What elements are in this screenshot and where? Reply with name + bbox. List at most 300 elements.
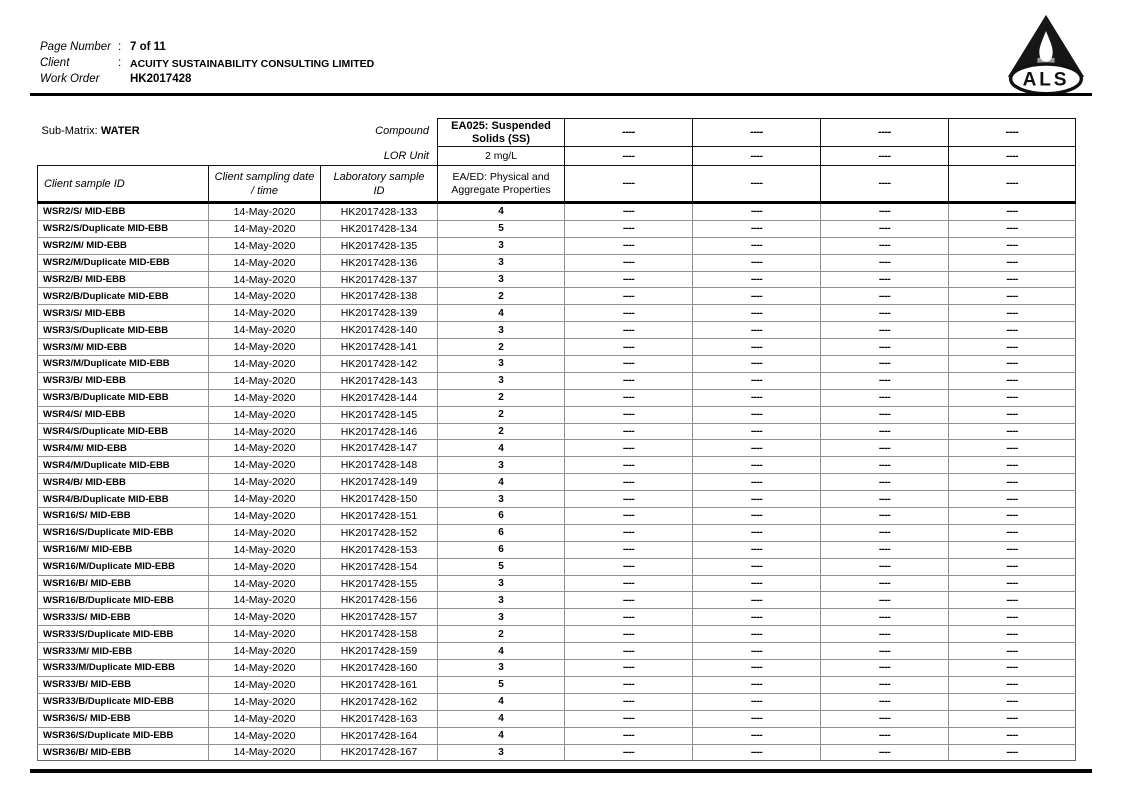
sampling-date: 14-May-2020 bbox=[209, 524, 321, 541]
result-value-3: ---- bbox=[693, 389, 821, 406]
result-value-4: ---- bbox=[821, 288, 949, 305]
table-row bbox=[38, 305, 1076, 322]
laboratory-sample-id: HK2017428-149 bbox=[321, 474, 438, 491]
client-sample-id: WSR33/B/ MID-EBB bbox=[38, 676, 209, 693]
col-header-lab-sample-id-line1: Laboratory sample bbox=[333, 170, 425, 183]
client-sample-id: WSR2/S/ MID-EBB bbox=[38, 203, 209, 221]
table-row bbox=[38, 643, 1076, 660]
laboratory-sample-id: HK2017428-144 bbox=[321, 389, 438, 406]
result-value-2: ---- bbox=[565, 254, 693, 271]
client-sample-id: WSR16/M/Duplicate MID-EBB bbox=[38, 558, 209, 575]
laboratory-sample-id: HK2017428-137 bbox=[321, 271, 438, 288]
client-sample-id: WSR4/S/Duplicate MID-EBB bbox=[38, 423, 209, 440]
result-value-3: ---- bbox=[693, 339, 821, 356]
client-sample-id: WSR33/M/Duplicate MID-EBB bbox=[38, 660, 209, 677]
table-row bbox=[38, 693, 1076, 710]
sampling-date: 14-May-2020 bbox=[209, 203, 321, 221]
result-value-5: ---- bbox=[949, 558, 1076, 575]
result-value-3: ---- bbox=[693, 727, 821, 744]
result-value-2: ---- bbox=[565, 693, 693, 710]
col-header-sampling-date-line1: Client sampling date bbox=[214, 170, 315, 183]
result-value-5: ---- bbox=[949, 288, 1076, 305]
page-number-value: 7 of 11 bbox=[130, 41, 166, 53]
result-value-1: 4 bbox=[438, 305, 565, 322]
sub-matrix-label: Sub-Matrix: bbox=[41, 124, 98, 137]
laboratory-sample-id: HK2017428-167 bbox=[321, 744, 438, 761]
result-value-5: ---- bbox=[949, 389, 1076, 406]
sampling-date: 14-May-2020 bbox=[209, 220, 321, 237]
result-value-4: ---- bbox=[821, 524, 949, 541]
result-value-2: ---- bbox=[565, 237, 693, 254]
result-value-4: ---- bbox=[821, 575, 949, 592]
laboratory-sample-id: HK2017428-154 bbox=[321, 558, 438, 575]
client-sample-id: WSR36/S/Duplicate MID-EBB bbox=[38, 727, 209, 744]
result-value-1: 4 bbox=[438, 440, 565, 457]
header-rule bbox=[30, 93, 1092, 96]
client-sample-id: WSR3/M/Duplicate MID-EBB bbox=[38, 356, 209, 373]
result-value-1: 3 bbox=[438, 254, 565, 271]
sampling-date: 14-May-2020 bbox=[209, 271, 321, 288]
sampling-date: 14-May-2020 bbox=[209, 491, 321, 508]
client-colon: : bbox=[118, 56, 122, 69]
result-value-4: ---- bbox=[821, 406, 949, 423]
als-logo-graphic bbox=[998, 12, 1094, 96]
result-value-3: ---- bbox=[693, 592, 821, 609]
result-value-2: ---- bbox=[565, 727, 693, 744]
result-value-2: ---- bbox=[565, 322, 693, 339]
result-value-4: ---- bbox=[821, 626, 949, 643]
result-value-2: ---- bbox=[565, 271, 693, 288]
result-value-1: 3 bbox=[438, 744, 565, 761]
result-value-1: 4 bbox=[438, 203, 565, 221]
result-value-5: ---- bbox=[949, 457, 1076, 474]
client-sample-id: WSR33/S/ MID-EBB bbox=[38, 609, 209, 626]
result-value-1: 3 bbox=[438, 457, 565, 474]
result-value-1: 2 bbox=[438, 423, 565, 440]
result-value-3: ---- bbox=[693, 406, 821, 423]
result-value-4: ---- bbox=[821, 592, 949, 609]
result-value-5: ---- bbox=[949, 660, 1076, 677]
laboratory-sample-id: HK2017428-160 bbox=[321, 660, 438, 677]
result-value-4: ---- bbox=[821, 220, 949, 237]
client-sample-id: WSR16/M/ MID-EBB bbox=[38, 541, 209, 558]
result-value-5: ---- bbox=[949, 693, 1076, 710]
sampling-date: 14-May-2020 bbox=[209, 609, 321, 626]
result-value-5: ---- bbox=[949, 440, 1076, 457]
result-value-5: ---- bbox=[949, 356, 1076, 373]
sampling-date: 14-May-2020 bbox=[209, 660, 321, 677]
result-value-2: ---- bbox=[565, 524, 693, 541]
result-value-3: ---- bbox=[693, 305, 821, 322]
result-value-3: ---- bbox=[693, 558, 821, 575]
col-header-lab-sample-id-line2: ID bbox=[373, 184, 385, 197]
result-value-5: ---- bbox=[949, 237, 1076, 254]
sampling-date: 14-May-2020 bbox=[209, 626, 321, 643]
result-value-1: 6 bbox=[438, 524, 565, 541]
laboratory-sample-id: HK2017428-142 bbox=[321, 356, 438, 373]
result-value-3: ---- bbox=[693, 372, 821, 389]
result-value-1: 3 bbox=[438, 237, 565, 254]
result-value-3: ---- bbox=[693, 744, 821, 761]
sampling-date: 14-May-2020 bbox=[209, 541, 321, 558]
result-value-4: ---- bbox=[821, 322, 949, 339]
laboratory-sample-id: HK2017428-134 bbox=[321, 220, 438, 237]
page-number-label: Page Number bbox=[40, 41, 111, 53]
laboratory-sample-id: HK2017428-157 bbox=[321, 609, 438, 626]
analyte-lor-unit-1: 2 mg/L bbox=[438, 147, 565, 166]
result-value-3: ---- bbox=[693, 322, 821, 339]
result-value-2: ---- bbox=[565, 440, 693, 457]
laboratory-sample-id: HK2017428-147 bbox=[321, 440, 438, 457]
result-value-4: ---- bbox=[821, 727, 949, 744]
analyte-method-5: ---- bbox=[949, 166, 1076, 203]
sampling-date: 14-May-2020 bbox=[209, 508, 321, 525]
work-order-value: HK2017428 bbox=[130, 72, 192, 85]
analyte-lor-unit-5: ---- bbox=[949, 147, 1076, 166]
result-value-2: ---- bbox=[565, 676, 693, 693]
result-value-5: ---- bbox=[949, 727, 1076, 744]
client-sample-id: WSR4/M/ MID-EBB bbox=[38, 440, 209, 457]
result-value-5: ---- bbox=[949, 203, 1076, 221]
client-sample-id: WSR36/B/ MID-EBB bbox=[38, 744, 209, 761]
result-value-3: ---- bbox=[693, 676, 821, 693]
table-row bbox=[38, 389, 1076, 406]
result-value-3: ---- bbox=[693, 356, 821, 373]
result-value-2: ---- bbox=[565, 744, 693, 761]
result-value-3: ---- bbox=[693, 423, 821, 440]
result-value-4: ---- bbox=[821, 710, 949, 727]
table-row bbox=[38, 558, 1076, 575]
sampling-date: 14-May-2020 bbox=[209, 693, 321, 710]
result-value-1: 2 bbox=[438, 288, 565, 305]
sub-matrix bbox=[38, 119, 321, 147]
analyte-compound-1: EA025: Suspended Solids (SS) bbox=[438, 119, 565, 147]
lor-unit-row-label: LOR Unit bbox=[38, 147, 438, 166]
client-sample-id: WSR4/M/Duplicate MID-EBB bbox=[38, 457, 209, 474]
table-row bbox=[38, 220, 1076, 237]
sampling-date: 14-May-2020 bbox=[209, 237, 321, 254]
client-sample-id: WSR2/B/ MID-EBB bbox=[38, 271, 209, 288]
work-order-colon bbox=[118, 72, 130, 88]
sampling-date: 14-May-2020 bbox=[209, 457, 321, 474]
client-row bbox=[40, 56, 374, 72]
laboratory-sample-id: HK2017428-159 bbox=[321, 643, 438, 660]
analyte-compound-2: ---- bbox=[565, 119, 693, 147]
result-value-2: ---- bbox=[565, 457, 693, 474]
result-value-1: 3 bbox=[438, 592, 565, 609]
result-value-5: ---- bbox=[949, 592, 1076, 609]
result-value-3: ---- bbox=[693, 220, 821, 237]
laboratory-sample-id: HK2017428-162 bbox=[321, 693, 438, 710]
als-logo bbox=[998, 12, 1094, 96]
table-row bbox=[38, 491, 1076, 508]
result-value-1: 3 bbox=[438, 372, 565, 389]
result-value-3: ---- bbox=[693, 693, 821, 710]
compound-row-label: Compound bbox=[321, 119, 438, 147]
client-sample-id: WSR3/S/ MID-EBB bbox=[38, 305, 209, 322]
sampling-date: 14-May-2020 bbox=[209, 558, 321, 575]
result-value-4: ---- bbox=[821, 356, 949, 373]
client-sample-id: WSR16/B/Duplicate MID-EBB bbox=[38, 592, 209, 609]
logo-text: ALS bbox=[1022, 69, 1070, 91]
sampling-date: 14-May-2020 bbox=[209, 288, 321, 305]
result-value-1: 3 bbox=[438, 491, 565, 508]
result-value-5: ---- bbox=[949, 744, 1076, 761]
client-value: ACUITY SUSTAINABILITY CONSULTING LIMITED bbox=[130, 57, 375, 70]
sampling-date: 14-May-2020 bbox=[209, 339, 321, 356]
col-header-sampling-date-line2: / time bbox=[251, 184, 278, 197]
laboratory-sample-id: HK2017428-152 bbox=[321, 524, 438, 541]
result-value-3: ---- bbox=[693, 660, 821, 677]
result-value-4: ---- bbox=[821, 744, 949, 761]
result-value-5: ---- bbox=[949, 322, 1076, 339]
result-value-5: ---- bbox=[949, 372, 1076, 389]
sampling-date: 14-May-2020 bbox=[209, 406, 321, 423]
analyte-lor-unit-4: ---- bbox=[821, 147, 949, 166]
laboratory-sample-id: HK2017428-150 bbox=[321, 491, 438, 508]
result-value-2: ---- bbox=[565, 575, 693, 592]
table-row bbox=[38, 322, 1076, 339]
result-value-5: ---- bbox=[949, 710, 1076, 727]
sampling-date: 14-May-2020 bbox=[209, 710, 321, 727]
result-value-5: ---- bbox=[949, 406, 1076, 423]
result-value-3: ---- bbox=[693, 457, 821, 474]
page-number-colon: : bbox=[118, 41, 122, 53]
table-row bbox=[38, 474, 1076, 491]
laboratory-sample-id: HK2017428-155 bbox=[321, 575, 438, 592]
result-value-2: ---- bbox=[565, 474, 693, 491]
result-value-3: ---- bbox=[693, 575, 821, 592]
page-number-row bbox=[40, 40, 374, 56]
result-value-4: ---- bbox=[821, 423, 949, 440]
result-value-5: ---- bbox=[949, 423, 1076, 440]
sampling-date: 14-May-2020 bbox=[209, 727, 321, 744]
result-value-5: ---- bbox=[949, 575, 1076, 592]
result-value-4: ---- bbox=[821, 508, 949, 525]
sampling-date: 14-May-2020 bbox=[209, 254, 321, 271]
table-row bbox=[38, 524, 1076, 541]
result-value-5: ---- bbox=[949, 524, 1076, 541]
work-order-row bbox=[40, 72, 374, 88]
client-sample-id: WSR33/B/Duplicate MID-EBB bbox=[38, 693, 209, 710]
result-value-2: ---- bbox=[565, 643, 693, 660]
result-value-4: ---- bbox=[821, 440, 949, 457]
result-value-4: ---- bbox=[821, 491, 949, 508]
client-sample-id: WSR4/B/ MID-EBB bbox=[38, 474, 209, 491]
result-value-4: ---- bbox=[821, 305, 949, 322]
table-row bbox=[38, 626, 1076, 643]
laboratory-sample-id: HK2017428-136 bbox=[321, 254, 438, 271]
client-sample-id: WSR16/S/ MID-EBB bbox=[38, 508, 209, 525]
table-row bbox=[38, 676, 1076, 693]
result-value-1: 4 bbox=[438, 693, 565, 710]
result-value-1: 3 bbox=[438, 575, 565, 592]
result-value-3: ---- bbox=[693, 203, 821, 221]
client-sample-id: WSR3/S/Duplicate MID-EBB bbox=[38, 322, 209, 339]
result-value-4: ---- bbox=[821, 271, 949, 288]
result-value-4: ---- bbox=[821, 660, 949, 677]
result-value-4: ---- bbox=[821, 339, 949, 356]
sampling-date: 14-May-2020 bbox=[209, 676, 321, 693]
result-value-2: ---- bbox=[565, 356, 693, 373]
result-value-4: ---- bbox=[821, 389, 949, 406]
laboratory-sample-id: HK2017428-133 bbox=[321, 203, 438, 221]
client-sample-id: WSR4/S/ MID-EBB bbox=[38, 406, 209, 423]
laboratory-sample-id: HK2017428-135 bbox=[321, 237, 438, 254]
result-value-1: 5 bbox=[438, 676, 565, 693]
result-value-4: ---- bbox=[821, 237, 949, 254]
result-value-5: ---- bbox=[949, 305, 1076, 322]
analyte-compound-5: ---- bbox=[949, 119, 1076, 147]
sampling-date: 14-May-2020 bbox=[209, 372, 321, 389]
result-value-3: ---- bbox=[693, 288, 821, 305]
result-value-1: 3 bbox=[438, 609, 565, 626]
result-value-2: ---- bbox=[565, 558, 693, 575]
result-value-5: ---- bbox=[949, 541, 1076, 558]
client-sample-id: WSR36/S/ MID-EBB bbox=[38, 710, 209, 727]
table-row bbox=[38, 237, 1076, 254]
result-value-5: ---- bbox=[949, 676, 1076, 693]
laboratory-sample-id: HK2017428-143 bbox=[321, 372, 438, 389]
table-row bbox=[38, 203, 1076, 221]
report-header bbox=[40, 40, 374, 87]
sampling-date: 14-May-2020 bbox=[209, 643, 321, 660]
result-value-5: ---- bbox=[949, 609, 1076, 626]
result-value-2: ---- bbox=[565, 626, 693, 643]
client-sample-id: WSR16/B/ MID-EBB bbox=[38, 575, 209, 592]
table-row bbox=[38, 609, 1076, 626]
laboratory-sample-id: HK2017428-156 bbox=[321, 592, 438, 609]
result-value-2: ---- bbox=[565, 491, 693, 508]
table-row bbox=[38, 254, 1076, 271]
result-value-5: ---- bbox=[949, 626, 1076, 643]
table-row bbox=[38, 339, 1076, 356]
result-value-1: 2 bbox=[438, 626, 565, 643]
table-row bbox=[38, 575, 1076, 592]
result-value-4: ---- bbox=[821, 203, 949, 221]
result-value-1: 6 bbox=[438, 508, 565, 525]
result-value-1: 5 bbox=[438, 220, 565, 237]
result-value-1: 4 bbox=[438, 643, 565, 660]
client-sample-id: WSR16/S/Duplicate MID-EBB bbox=[38, 524, 209, 541]
result-value-4: ---- bbox=[821, 643, 949, 660]
col-header-lab-sample-id bbox=[321, 166, 438, 203]
result-value-2: ---- bbox=[565, 592, 693, 609]
table-row bbox=[38, 592, 1076, 609]
analyte-method-2: ---- bbox=[565, 166, 693, 203]
analyte-method-4: ---- bbox=[821, 166, 949, 203]
sampling-date: 14-May-2020 bbox=[209, 744, 321, 761]
laboratory-sample-id: HK2017428-161 bbox=[321, 676, 438, 693]
laboratory-sample-id: HK2017428-140 bbox=[321, 322, 438, 339]
table-row bbox=[38, 406, 1076, 423]
result-value-2: ---- bbox=[565, 541, 693, 558]
result-value-5: ---- bbox=[949, 474, 1076, 491]
sample-rows bbox=[38, 203, 1076, 761]
client-sample-id: WSR4/B/Duplicate MID-EBB bbox=[38, 491, 209, 508]
analyte-lor-unit-2: ---- bbox=[565, 147, 693, 166]
sampling-date: 14-May-2020 bbox=[209, 575, 321, 592]
result-value-3: ---- bbox=[693, 271, 821, 288]
result-value-2: ---- bbox=[565, 220, 693, 237]
result-value-2: ---- bbox=[565, 203, 693, 221]
result-value-1: 3 bbox=[438, 660, 565, 677]
result-value-3: ---- bbox=[693, 710, 821, 727]
laboratory-sample-id: HK2017428-145 bbox=[321, 406, 438, 423]
result-value-5: ---- bbox=[949, 643, 1076, 660]
client-sample-id: WSR3/B/ MID-EBB bbox=[38, 372, 209, 389]
result-value-2: ---- bbox=[565, 406, 693, 423]
result-value-3: ---- bbox=[693, 474, 821, 491]
result-value-1: 4 bbox=[438, 727, 565, 744]
result-value-3: ---- bbox=[693, 254, 821, 271]
result-value-5: ---- bbox=[949, 508, 1076, 525]
result-value-5: ---- bbox=[949, 220, 1076, 237]
result-value-2: ---- bbox=[565, 710, 693, 727]
result-value-1: 4 bbox=[438, 710, 565, 727]
table-row bbox=[38, 271, 1076, 288]
table-row bbox=[38, 288, 1076, 305]
work-order-label: Work Order bbox=[40, 72, 100, 85]
laboratory-sample-id: HK2017428-139 bbox=[321, 305, 438, 322]
result-value-1: 3 bbox=[438, 356, 565, 373]
client-sample-id: WSR33/S/Duplicate MID-EBB bbox=[38, 626, 209, 643]
result-value-1: 2 bbox=[438, 339, 565, 356]
client-sample-id: WSR2/M/Duplicate MID-EBB bbox=[38, 254, 209, 271]
result-value-2: ---- bbox=[565, 423, 693, 440]
result-value-4: ---- bbox=[821, 254, 949, 271]
result-value-4: ---- bbox=[821, 693, 949, 710]
result-value-4: ---- bbox=[821, 609, 949, 626]
result-value-4: ---- bbox=[821, 676, 949, 693]
result-value-1: 5 bbox=[438, 558, 565, 575]
client-sample-id: WSR2/B/Duplicate MID-EBB bbox=[38, 288, 209, 305]
table-row bbox=[38, 457, 1076, 474]
result-value-5: ---- bbox=[949, 254, 1076, 271]
result-value-3: ---- bbox=[693, 524, 821, 541]
results-table bbox=[37, 118, 1076, 761]
analyte-lor-unit-3: ---- bbox=[693, 147, 821, 166]
sampling-date: 14-May-2020 bbox=[209, 322, 321, 339]
laboratory-sample-id: HK2017428-164 bbox=[321, 727, 438, 744]
result-value-3: ---- bbox=[693, 237, 821, 254]
result-value-2: ---- bbox=[565, 389, 693, 406]
result-value-3: ---- bbox=[693, 440, 821, 457]
table-row bbox=[38, 440, 1076, 457]
result-value-4: ---- bbox=[821, 457, 949, 474]
result-value-2: ---- bbox=[565, 660, 693, 677]
analyte-compound-4: ---- bbox=[821, 119, 949, 147]
sampling-date: 14-May-2020 bbox=[209, 356, 321, 373]
sampling-date: 14-May-2020 bbox=[209, 592, 321, 609]
result-value-4: ---- bbox=[821, 558, 949, 575]
result-value-2: ---- bbox=[565, 305, 693, 322]
analyte-method-3: ---- bbox=[693, 166, 821, 203]
analyte-compound-3: ---- bbox=[693, 119, 821, 147]
result-value-3: ---- bbox=[693, 626, 821, 643]
sampling-date: 14-May-2020 bbox=[209, 423, 321, 440]
result-value-2: ---- bbox=[565, 288, 693, 305]
result-value-3: ---- bbox=[693, 643, 821, 660]
client-sample-id: WSR2/M/ MID-EBB bbox=[38, 237, 209, 254]
client-sample-id: WSR33/M/ MID-EBB bbox=[38, 643, 209, 660]
result-value-1: 4 bbox=[438, 474, 565, 491]
sampling-date: 14-May-2020 bbox=[209, 440, 321, 457]
client-label: Client bbox=[40, 56, 70, 69]
result-value-2: ---- bbox=[565, 372, 693, 389]
client-sample-id: WSR3/B/Duplicate MID-EBB bbox=[38, 389, 209, 406]
client-sample-id: WSR3/M/ MID-EBB bbox=[38, 339, 209, 356]
